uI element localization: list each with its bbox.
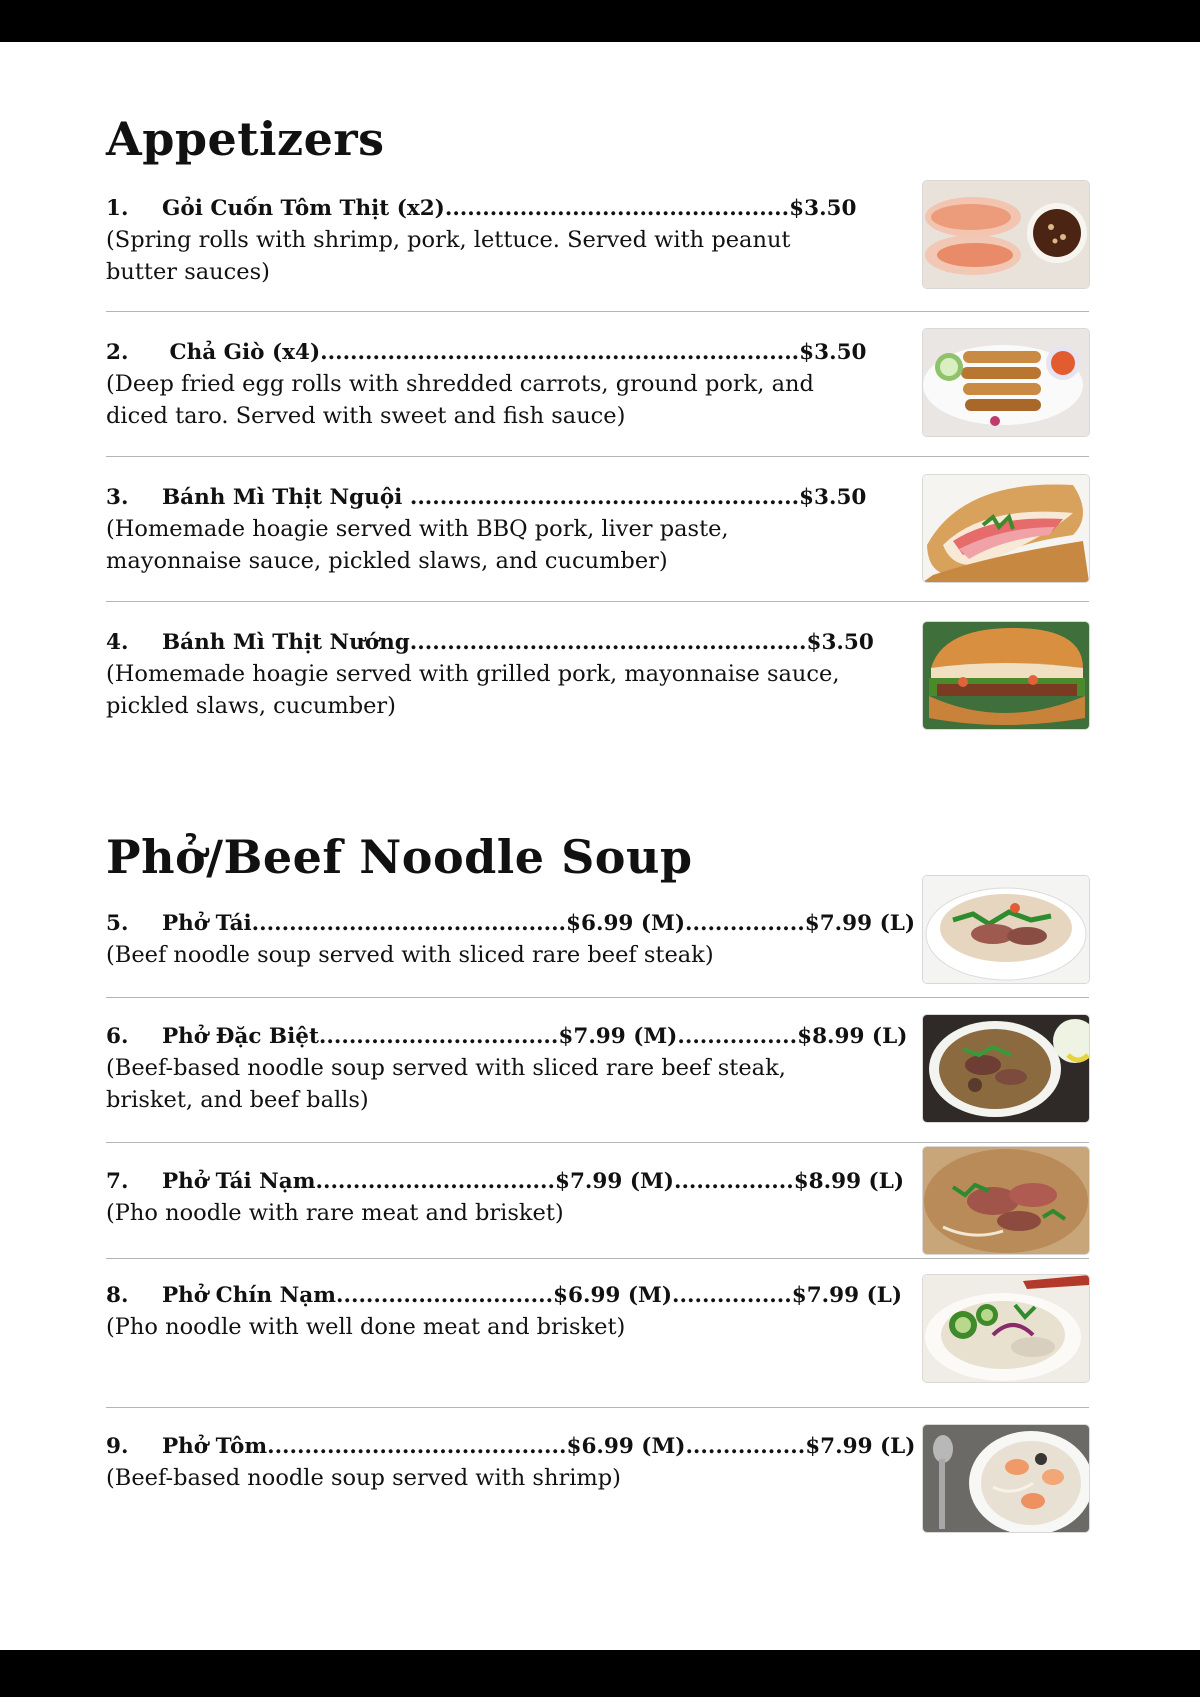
- divider: [106, 456, 1089, 457]
- item-description: (Beef-based noodle soup served with shrimp): [106, 1465, 621, 1491]
- pho-chin-nam-photo: [923, 1275, 1089, 1382]
- item-description: (Pho noodle with rare meat and brisket): [106, 1200, 564, 1226]
- item-name-price: Chả Giò (x4)................................................................$3.50: [162, 340, 867, 365]
- spring-rolls-photo: [923, 181, 1089, 288]
- item-description: (Pho noodle with well done meat and brisket): [106, 1314, 626, 1340]
- menu-item-7: [106, 1166, 1089, 1230]
- divider: [106, 997, 1089, 998]
- pho-tai-nam-photo: [923, 1147, 1089, 1254]
- divider: [106, 1142, 1089, 1143]
- menu-item-5: [106, 908, 1089, 972]
- item-description: (Beef noodle soup served with sliced rare beef steak): [106, 942, 714, 968]
- item-description: (Homemade hoagie served with BBQ pork, liver paste, mayonnaise sauce, pickled slaws, and cucumber): [106, 516, 729, 574]
- item-number: 9.: [106, 1434, 129, 1459]
- pho-tai-photo: [923, 876, 1089, 983]
- top-border-bar: [0, 0, 1200, 42]
- menu-item-9: [106, 1431, 1089, 1495]
- menu-item-3: [106, 482, 1089, 577]
- grilled-banh-mi-photo: [923, 622, 1089, 729]
- divider: [106, 1258, 1089, 1259]
- item-number: 8.: [106, 1283, 129, 1308]
- item-name-price: Phở Tái..........................................$6.99 (M)................$7.99 (L): [162, 911, 916, 936]
- item-number: 2.: [106, 340, 129, 365]
- item-number: 7.: [106, 1169, 129, 1194]
- pho-dac-biet-photo: [923, 1015, 1089, 1122]
- item-number: 5.: [106, 911, 129, 936]
- item-number: 3.: [106, 485, 129, 510]
- divider: [106, 1407, 1089, 1408]
- divider: [106, 311, 1089, 312]
- egg-rolls-photo: [923, 329, 1089, 436]
- item-description: (Deep fried egg rolls with shredded carrots, ground pork, and diced taro. Served with sweet and fish sauce): [106, 371, 814, 429]
- menu-item-2: [106, 337, 1089, 432]
- item-name-price: Bánh Mì Thịt Nướng.....................................................$3.50: [162, 630, 874, 655]
- divider: [106, 601, 1089, 602]
- item-description: (Spring rolls with shrimp, pork, lettuce. Served with peanut butter sauces): [106, 227, 791, 285]
- item-number: 4.: [106, 630, 129, 655]
- pho-tom-photo: [923, 1425, 1089, 1532]
- item-description: (Homemade hoagie served with grilled pork, mayonnaise sauce, pickled slaws, cucumber): [106, 661, 840, 719]
- menu-item-1: [106, 193, 1089, 288]
- item-name-price: Bánh Mì Thịt Nguội ....................................................$3.50: [162, 485, 867, 510]
- item-name-price: Phở Tôm........................................$6.99 (M)................$7.99 (L): [162, 1434, 916, 1459]
- item-name-price: Gỏi Cuốn Tôm Thịt (x2)..............................................$3.50: [162, 196, 857, 221]
- item-description: (Beef-based noodle soup served with sliced rare beef steak, brisket, and beef balls): [106, 1055, 786, 1113]
- appetizers-heading: Appetizers: [106, 112, 385, 166]
- bottom-border-bar: [0, 1650, 1200, 1697]
- banh-mi-photo: [923, 475, 1089, 582]
- pho-heading: Phở/Beef Noodle Soup: [106, 830, 693, 884]
- item-name-price: Phở Đặc Biệt................................$7.99 (M)................$8.99 (L): [162, 1024, 908, 1049]
- item-number: 6.: [106, 1024, 129, 1049]
- item-name-price: Phở Chín Nạm.............................$6.99 (M)................$7.99 (L): [162, 1283, 903, 1308]
- menu-item-6: [106, 1021, 1089, 1116]
- item-name-price: Phở Tái Nạm................................$7.99 (M)................$8.99 (L): [162, 1169, 904, 1194]
- item-number: 1.: [106, 196, 129, 221]
- menu-item-8: [106, 1280, 1089, 1344]
- menu-item-4: [106, 627, 1089, 722]
